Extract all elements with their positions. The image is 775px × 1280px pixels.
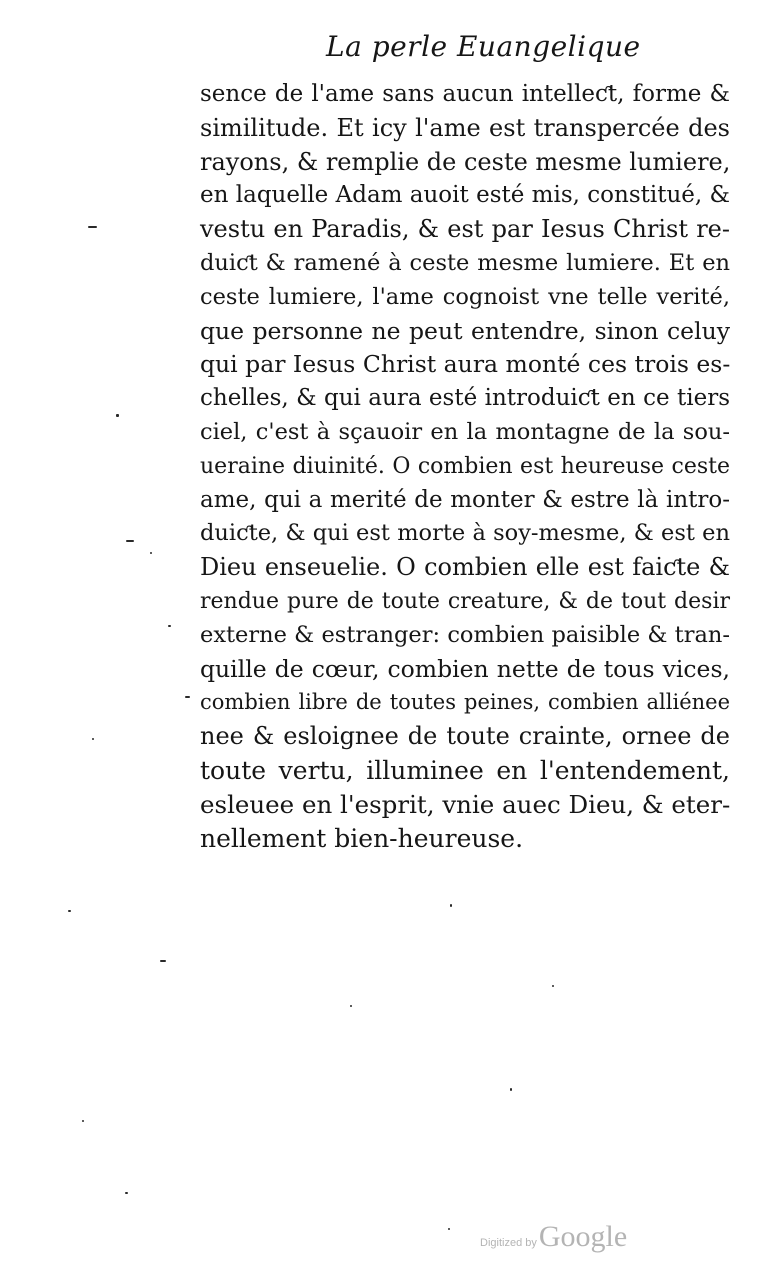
google-logo: Google (538, 1220, 628, 1253)
scan-speck (150, 552, 152, 554)
text-line: qui par Iesus Christ aura monté ces trois es- (200, 350, 731, 379)
scan-speck (552, 985, 554, 987)
scan-speck (160, 960, 166, 962)
body-text (200, 78, 730, 855)
scan-speck (510, 1088, 512, 1091)
text-line: chelles, & qui aura esté introduiƈt en ce tiers (200, 385, 730, 412)
text-line: quille de cœur, combien nette de tous vices, (200, 654, 730, 683)
text-line: esleuee en l'esprit, vnie auec Dieu, & eter- (200, 789, 731, 819)
scan-speck (126, 540, 134, 542)
text-line: rayons, & remplie de ceste mesme lumiere, (200, 147, 731, 176)
scan-speck (185, 696, 190, 698)
scan-speck (450, 904, 452, 907)
text-line: ame, qui a merité de monter & estre là intro- (200, 486, 730, 513)
text-line: similitude. Et icy l'ame est transpercée des (200, 113, 730, 142)
scan-speck (448, 1228, 450, 1230)
scan-speck (88, 226, 97, 228)
text-line: ceste lumiere, l'ame cognoist vne telle verité, (200, 283, 730, 310)
running-header: La perle Euangelique (326, 30, 641, 63)
text-line: duiƈte, & qui est morte à soy-mesme, & est en (200, 520, 730, 547)
text-line: duiƈt & ramené à ceste mesme lumiere. Et en (200, 249, 730, 276)
text-line: ueraine diuinité. O combien est heureuse ceste (200, 453, 730, 479)
text-line: combien libre de toutes peines, combien alliénee (200, 690, 730, 715)
scan-speck (82, 1120, 84, 1122)
text-line: rendue pure de toute creature, & de tout desir (200, 588, 730, 614)
text-line: nellement bien-heureuse. (200, 823, 524, 853)
digitized-by-label: Digitized by (480, 1237, 537, 1249)
text-line: en laquelle Adam auoit esté mis, constitué, & (200, 182, 730, 209)
digitized-watermark (480, 1220, 627, 1254)
scan-speck (68, 910, 71, 912)
scan-speck (168, 625, 171, 627)
text-line: vestu en Paradis, & est par Iesus Christ re- (200, 215, 730, 244)
text-line: ciel, c'est à sçauoir en la montagne de la sou- (200, 418, 730, 445)
text-line: nee & esloignee de toute crainte, ornee de (200, 722, 730, 751)
scan-speck (125, 1192, 128, 1194)
scan-speck (92, 738, 94, 740)
text-line: Dieu enseuelie. O combien elle est faiƈte & (200, 553, 730, 582)
text-line: externe & estranger: combien paisible & tran- (200, 621, 730, 648)
text-line: toute vertu, illuminee en l'entendement, (200, 755, 730, 785)
scan-speck (350, 1005, 352, 1007)
scan-speck (116, 414, 119, 417)
text-line: que personne ne peut entendre, sinon celuy (200, 316, 730, 345)
text-line: sence de l'ame sans aucun intelleƈt, forme & (200, 81, 730, 107)
